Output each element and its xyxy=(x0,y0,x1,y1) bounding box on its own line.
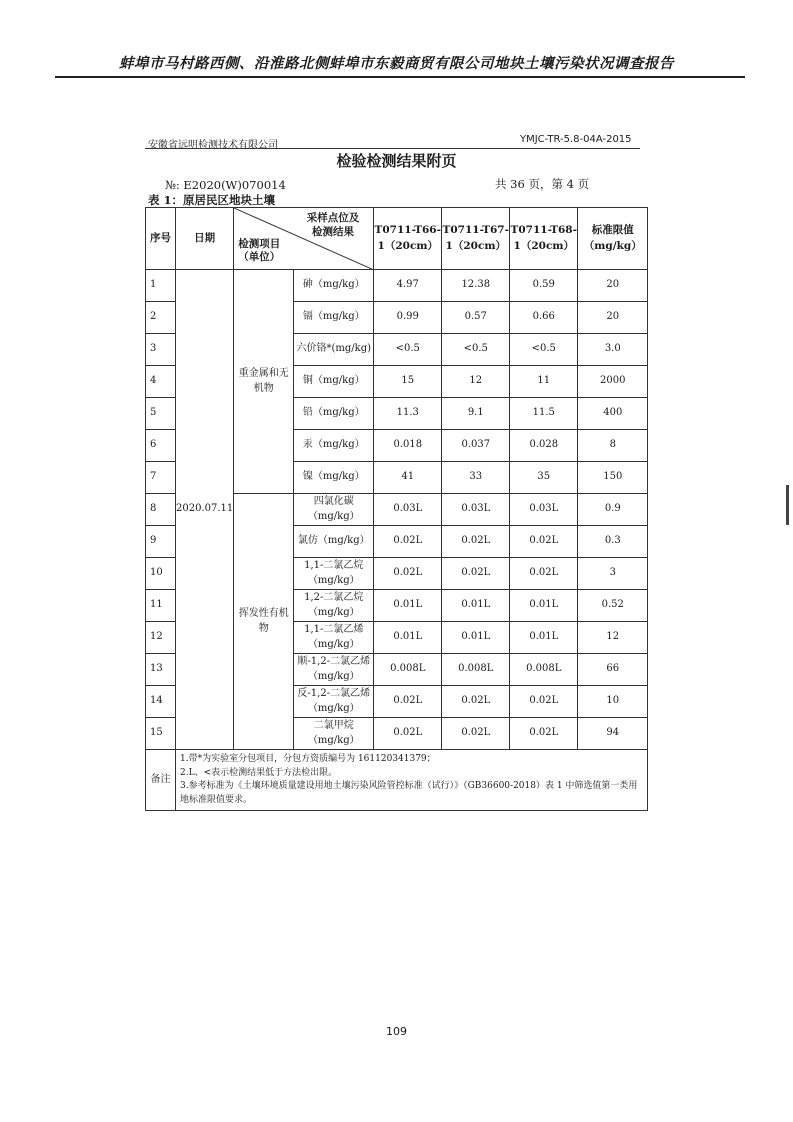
row-seq: 7 xyxy=(146,462,176,494)
row-seq: 4 xyxy=(146,366,176,398)
row-standard-limit: 8 xyxy=(578,430,648,462)
row-sample-3-value: 0.028 xyxy=(510,430,578,462)
row-seq: 3 xyxy=(146,334,176,366)
row-sample-1-value: 15 xyxy=(374,366,442,398)
notes-row xyxy=(146,750,648,811)
row-sample-2-value: 9.1 xyxy=(442,398,510,430)
row-sample-2-value: 12 xyxy=(442,366,510,398)
company-name: 安徽省远明检测技术有限公司 xyxy=(148,140,278,151)
row-sample-1-value: 0.03L xyxy=(374,494,442,526)
test-item-text: （mg/kg） xyxy=(307,510,360,522)
row-sample-2-value: <0.5 xyxy=(442,334,510,366)
row-test-item xyxy=(294,558,374,590)
row-sample-2-value: 0.01L xyxy=(442,590,510,622)
header-standard-limit: 标准限值 （mg/kg） xyxy=(578,208,648,270)
row-sample-1-value: 0.01L xyxy=(374,590,442,622)
page-count-info: 共 36 页，第 4 页 xyxy=(495,177,590,191)
row-sample-2-value: 0.02L xyxy=(442,526,510,558)
row-seq: 8 xyxy=(146,494,176,526)
note-line: 1.带*为实验室分包项目，分包方资质编号为 161120341379； xyxy=(180,754,436,764)
page-number: 109 xyxy=(386,1025,407,1038)
test-item-text: （mg/kg） xyxy=(307,574,360,586)
header-sampling-point-label: 采样点位及 检测结果 xyxy=(306,212,360,238)
row-sample-3-value: 0.008L xyxy=(510,654,578,686)
header-test-item-label: 检测项目 （单位） xyxy=(238,237,281,264)
test-item-text: （mg/kg） xyxy=(307,606,360,618)
row-seq: 11 xyxy=(146,590,176,622)
test-item-text: 1,1-二氯乙烷 xyxy=(304,560,364,571)
table-row xyxy=(146,270,648,302)
company-rule xyxy=(145,148,640,149)
row-standard-limit: 3.0 xyxy=(578,334,648,366)
row-seq: 12 xyxy=(146,622,176,654)
row-seq: 1 xyxy=(146,270,176,302)
header-sample-3: T0711-T68- 1（20cm） xyxy=(510,208,578,270)
row-sample-2-value: 0.02L xyxy=(442,718,510,750)
row-sample-1-value: 0.99 xyxy=(374,302,442,334)
test-item-text: 汞（mg/kg） xyxy=(302,439,365,451)
test-item-text: 顺-1,2-二氯乙烯 xyxy=(297,656,371,667)
row-sample-1-value: 0.02L xyxy=(374,526,442,558)
row-standard-limit: 66 xyxy=(578,654,648,686)
row-test-item xyxy=(294,654,374,686)
document-code: YMJC-TR-5.8-04A-2015 xyxy=(520,134,632,145)
row-sample-1-value: 0.02L xyxy=(374,558,442,590)
row-test-item xyxy=(294,590,374,622)
row-sample-3-value: 11 xyxy=(510,366,578,398)
header-diagonal-cell xyxy=(234,208,374,270)
row-sample-2-value: 0.008L xyxy=(442,654,510,686)
test-item-text: （mg/kg） xyxy=(307,670,360,682)
row-test-item xyxy=(294,526,374,558)
test-item-text: 氯仿（mg/kg） xyxy=(297,535,370,547)
row-seq: 13 xyxy=(146,654,176,686)
scan-edge-mark xyxy=(786,485,789,525)
page-title: 检验检测结果附页 xyxy=(336,152,457,170)
row-seq: 15 xyxy=(146,718,176,750)
row-test-item xyxy=(294,622,374,654)
row-standard-limit: 150 xyxy=(578,462,648,494)
row-sample-3-value: 0.02L xyxy=(510,686,578,718)
row-test-item xyxy=(294,462,374,494)
header-seq: 序号 xyxy=(146,208,176,270)
row-sample-2-value: 0.57 xyxy=(442,302,510,334)
row-test-item xyxy=(294,366,374,398)
row-sample-1-value: 11.3 xyxy=(374,398,442,430)
row-test-item xyxy=(294,334,374,366)
row-sample-2-value: 0.01L xyxy=(442,622,510,654)
row-test-item xyxy=(294,398,374,430)
row-standard-limit: 12 xyxy=(578,622,648,654)
row-seq: 6 xyxy=(146,430,176,462)
row-sample-1-value: 4.97 xyxy=(374,270,442,302)
row-sample-3-value: 0.66 xyxy=(510,302,578,334)
row-standard-limit: 20 xyxy=(578,270,648,302)
header-sample-1: T0711-T66- 1（20cm） xyxy=(374,208,442,270)
row-sample-1-value: 0.02L xyxy=(374,718,442,750)
row-sample-1-value: 0.01L xyxy=(374,622,442,654)
row-test-item xyxy=(294,270,374,302)
test-item-text: 1,2-二氯乙烷 xyxy=(304,592,364,603)
test-item-text: 反-1,2-二氯乙烯 xyxy=(297,688,371,699)
row-standard-limit: 0.9 xyxy=(578,494,648,526)
row-sample-3-value: 0.02L xyxy=(510,558,578,590)
header-rule xyxy=(55,76,745,78)
test-item-text: 铜（mg/kg） xyxy=(302,375,365,387)
row-sample-3-value: 35 xyxy=(510,462,578,494)
row-standard-limit: 0.52 xyxy=(578,590,648,622)
row-standard-limit: 400 xyxy=(578,398,648,430)
note-line: 3.参考标准为《土壤环境质量建设用地土壤污染风险管控标准（试行）》（GB36600-2018）表 1 中筛选值第一类用地标准限值要求。 xyxy=(180,781,638,805)
test-item-text: 铅（mg/kg） xyxy=(302,407,365,419)
note-line: 2.L、<表示检测结果低于方法检出限。 xyxy=(180,767,338,778)
row-seq: 2 xyxy=(146,302,176,334)
row-test-item xyxy=(294,494,374,526)
row-standard-limit: 20 xyxy=(578,302,648,334)
row-standard-limit: 10 xyxy=(578,686,648,718)
row-standard-limit: 0.3 xyxy=(578,526,648,558)
test-item-text: （mg/kg） xyxy=(307,702,360,714)
row-sample-1-value: 0.008L xyxy=(374,654,442,686)
row-sample-1-value: 41 xyxy=(374,462,442,494)
results-table xyxy=(145,207,648,811)
row-sample-2-value: 12.38 xyxy=(442,270,510,302)
test-item-text: 六价铬*(mg/kg) xyxy=(296,343,372,355)
row-sample-3-value: 11.5 xyxy=(510,398,578,430)
notes-content xyxy=(176,750,648,811)
row-sample-3-value: 0.59 xyxy=(510,270,578,302)
row-test-item xyxy=(294,430,374,462)
row-sample-3-value: 0.01L xyxy=(510,622,578,654)
row-seq: 10 xyxy=(146,558,176,590)
row-sample-3-value: 0.02L xyxy=(510,718,578,750)
row-sample-2-value: 0.02L xyxy=(442,558,510,590)
group-vocs: 挥发性有机物 xyxy=(234,494,294,750)
document-running-header: 蚌埠市马村路西侧、沿淮路北侧蚌埠市东毅商贸有限公司地块土壤污染状况调查报告 xyxy=(119,55,674,72)
group-heavy-metals: 重金属和无机物 xyxy=(234,270,294,494)
row-sample-3-value: 0.01L xyxy=(510,590,578,622)
row-seq: 9 xyxy=(146,526,176,558)
row-sample-3-value: 0.03L xyxy=(510,494,578,526)
test-item-text: （mg/kg） xyxy=(307,638,360,650)
report-number: №: E2020(W)070014 xyxy=(165,178,286,192)
row-standard-limit: 3 xyxy=(578,558,648,590)
test-item-text: 砷（mg/kg） xyxy=(302,279,365,291)
row-sample-1-value: 0.018 xyxy=(374,430,442,462)
row-sample-3-value: 0.02L xyxy=(510,526,578,558)
test-item-text: 1,1-二氯乙烯 xyxy=(304,624,364,635)
header-date: 日期 xyxy=(176,208,234,270)
test-item-text: 镍（mg/kg） xyxy=(302,471,365,483)
table-header-row xyxy=(146,208,648,270)
row-test-item xyxy=(294,686,374,718)
row-sample-3-value: <0.5 xyxy=(510,334,578,366)
notes-label: 备注 xyxy=(146,750,176,811)
row-sample-1-value: 0.02L xyxy=(374,686,442,718)
row-test-item xyxy=(294,302,374,334)
row-sample-2-value: 0.037 xyxy=(442,430,510,462)
table-title: 表 1：原居民区地块土壤 xyxy=(148,193,276,207)
row-seq: 14 xyxy=(146,686,176,718)
row-standard-limit: 2000 xyxy=(578,366,648,398)
row-sample-2-value: 33 xyxy=(442,462,510,494)
row-date: 2020.07.11 xyxy=(176,270,234,750)
row-sample-2-value: 0.02L xyxy=(442,686,510,718)
row-sample-1-value: <0.5 xyxy=(374,334,442,366)
row-test-item xyxy=(294,718,374,750)
row-standard-limit: 94 xyxy=(578,718,648,750)
test-item-text: （mg/kg） xyxy=(307,734,360,746)
test-item-text: 四氯化碳 xyxy=(313,496,354,507)
header-sample-2: T0711-T67- 1（20cm） xyxy=(442,208,510,270)
test-item-text: 二氯甲烷 xyxy=(313,720,354,731)
test-item-text: 镉（mg/kg） xyxy=(302,311,365,323)
row-seq: 5 xyxy=(146,398,176,430)
row-sample-2-value: 0.03L xyxy=(442,494,510,526)
